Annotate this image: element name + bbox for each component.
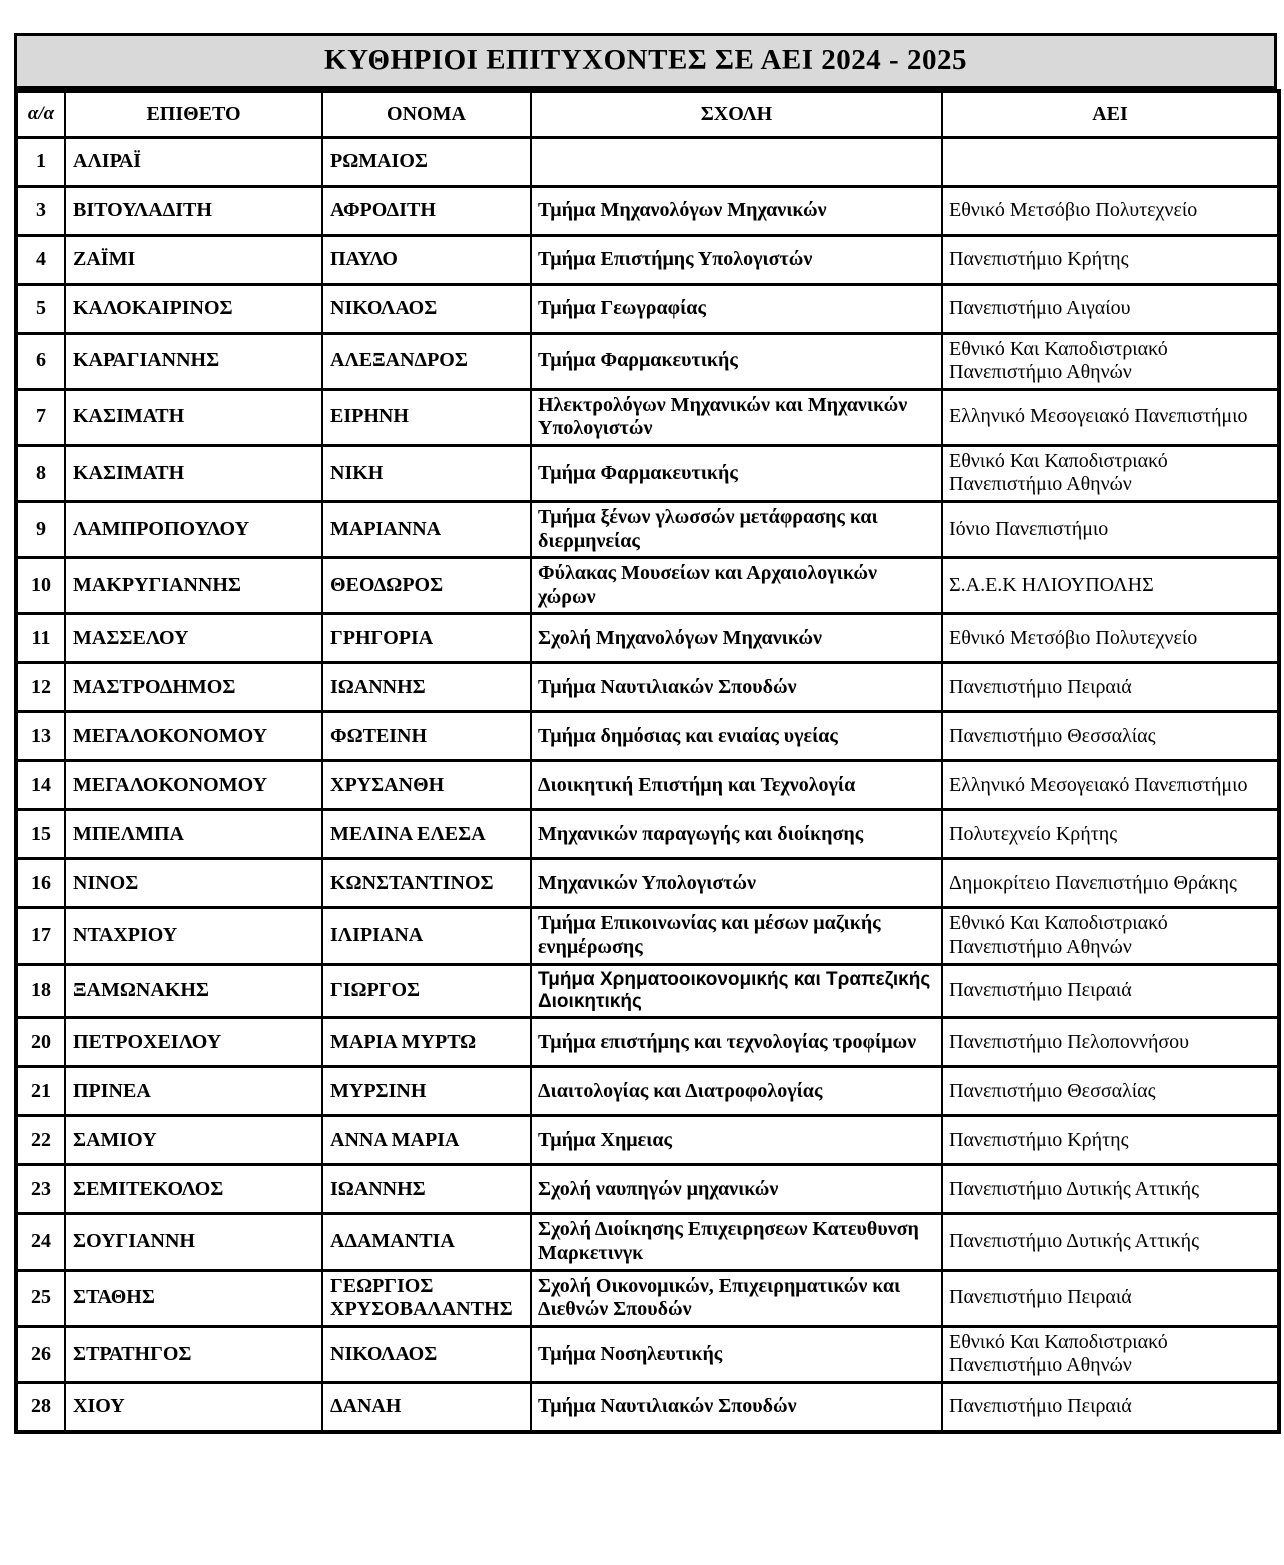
cell-num: 1 bbox=[16, 137, 65, 186]
cell-school: Τμήμα Μηχανολόγων Μηχανικών bbox=[531, 186, 942, 235]
cell-school: Διαιτολογίας και Διατροφολογίας bbox=[531, 1067, 942, 1116]
cell-surname: ΝΙΝΟΣ bbox=[65, 859, 322, 908]
cell-surname: ΜΕΓΑΛΟΚΟΝΟΜΟΥ bbox=[65, 761, 322, 810]
cell-surname: ΒΙΤΟΥΛΑΔΙΤΗ bbox=[65, 186, 322, 235]
cell-name: ΜΑΡΙΑ ΜΥΡΤΩ bbox=[322, 1018, 531, 1067]
cell-university: Εθνικό Μετσόβιο Πολυτεχνείο bbox=[942, 614, 1279, 663]
cell-surname: ΝΤΑΧΡΙΟΥ bbox=[65, 908, 322, 964]
cell-school: Τμήμα Γεωγραφίας bbox=[531, 284, 942, 333]
table-row bbox=[16, 1214, 1279, 1270]
cell-university: Ελληνικό Μεσογειακό Πανεπιστήμιο bbox=[942, 389, 1279, 445]
cell-school: Διοικητική Επιστήμη και Τεχνολογία bbox=[531, 761, 942, 810]
table-body bbox=[16, 137, 1279, 1432]
cell-num: 3 bbox=[16, 186, 65, 235]
cell-school: Μηχανικών Υπολογιστών bbox=[531, 859, 942, 908]
cell-name: ΜΥΡΣΙΝΗ bbox=[322, 1067, 531, 1116]
results-table bbox=[14, 89, 1281, 1434]
cell-num: 24 bbox=[16, 1214, 65, 1270]
cell-university bbox=[942, 137, 1279, 186]
table-row bbox=[16, 712, 1279, 761]
cell-school: Τμήμα Ναυτιλιακών Σπουδών bbox=[531, 663, 942, 712]
cell-num: 13 bbox=[16, 712, 65, 761]
cell-surname: ΞΑΜΩΝΑΚΗΣ bbox=[65, 964, 322, 1018]
cell-num: 10 bbox=[16, 558, 65, 614]
cell-school: Τμήμα επιστήμης και τεχνολογίας τροφίμων bbox=[531, 1018, 942, 1067]
cell-name: ΘΕΟΔΩΡΟΣ bbox=[322, 558, 531, 614]
table-row bbox=[16, 1326, 1279, 1382]
column-header-university: ΑΕΙ bbox=[942, 91, 1279, 137]
cell-num: 23 bbox=[16, 1165, 65, 1214]
table-row bbox=[16, 558, 1279, 614]
cell-name: ΧΡΥΣΑΝΘΗ bbox=[322, 761, 531, 810]
cell-university: Πανεπιστήμιο Θεσσαλίας bbox=[942, 1067, 1279, 1116]
cell-surname: ΜΑΣΣΕΛΟΥ bbox=[65, 614, 322, 663]
table-row bbox=[16, 1383, 1279, 1432]
cell-university: Πανεπιστήμιο Πειραιά bbox=[942, 964, 1279, 1018]
table-row bbox=[16, 761, 1279, 810]
cell-surname: ΣΟΥΓΙΑΝΝΗ bbox=[65, 1214, 322, 1270]
cell-school: Τμήμα Φαρμακευτικής bbox=[531, 333, 942, 389]
table-row bbox=[16, 663, 1279, 712]
cell-name: ΑΛΕΞΑΝΔΡΟΣ bbox=[322, 333, 531, 389]
cell-num: 18 bbox=[16, 964, 65, 1018]
cell-num: 25 bbox=[16, 1270, 65, 1326]
cell-num: 8 bbox=[16, 445, 65, 501]
cell-name: ΓΡΗΓΟΡΙΑ bbox=[322, 614, 531, 663]
cell-name: ΦΩΤΕΙΝΗ bbox=[322, 712, 531, 761]
table-row bbox=[16, 137, 1279, 186]
cell-university: Πολυτεχνείο Κρήτης bbox=[942, 810, 1279, 859]
cell-school: Φύλακας Μουσείων και Αρχαιολογικών χώρων bbox=[531, 558, 942, 614]
cell-num: 21 bbox=[16, 1067, 65, 1116]
cell-surname: ΛΑΜΠΡΟΠΟΥΛΟΥ bbox=[65, 502, 322, 558]
cell-name: ΓΙΩΡΓΟΣ bbox=[322, 964, 531, 1018]
cell-name: ΡΩΜΑΙΟΣ bbox=[322, 137, 531, 186]
cell-num: 26 bbox=[16, 1326, 65, 1382]
column-header-firstname: ΟΝΟΜΑ bbox=[322, 91, 531, 137]
cell-name: ΜΑΡΙΑΝΝΑ bbox=[322, 502, 531, 558]
cell-university: Πανεπιστήμιο Πειραιά bbox=[942, 1383, 1279, 1432]
cell-school: Τμήμα Ναυτιλιακών Σπουδών bbox=[531, 1383, 942, 1432]
cell-num: 15 bbox=[16, 810, 65, 859]
cell-university: Πανεπιστήμιο Κρήτης bbox=[942, 1116, 1279, 1165]
cell-num: 9 bbox=[16, 502, 65, 558]
cell-surname: ΑΛΙΡΑΪ bbox=[65, 137, 322, 186]
cell-university: Πανεπιστήμιο Θεσσαλίας bbox=[942, 712, 1279, 761]
cell-name: ΚΩΝΣΤΑΝΤΙΝΟΣ bbox=[322, 859, 531, 908]
cell-surname: ΖΑΪΜΙ bbox=[65, 235, 322, 284]
cell-surname: ΜΠΕΛΜΠΑ bbox=[65, 810, 322, 859]
cell-num: 12 bbox=[16, 663, 65, 712]
cell-university: Εθνικό Μετσόβιο Πολυτεχνείο bbox=[942, 186, 1279, 235]
table-row bbox=[16, 284, 1279, 333]
cell-surname: ΜΑΚΡΥΓΙΑΝΝΗΣ bbox=[65, 558, 322, 614]
cell-university: Εθνικό Και Καποδιστριακό Πανεπιστήμιο Αθηνών bbox=[942, 333, 1279, 389]
cell-university: Δημοκρίτειο Πανεπιστήμιο Θράκης bbox=[942, 859, 1279, 908]
cell-university: Πανεπιστήμιο Πειραιά bbox=[942, 1270, 1279, 1326]
cell-university: Πανεπιστήμιο Δυτικής Αττικής bbox=[942, 1214, 1279, 1270]
cell-name: ΑΝΝΑ ΜΑΡΙΑ bbox=[322, 1116, 531, 1165]
table-row bbox=[16, 1067, 1279, 1116]
table-row bbox=[16, 333, 1279, 389]
cell-name: ΓΕΩΡΓΙΟΣ ΧΡΥΣΟΒΑΛΑΝΤΗΣ bbox=[322, 1270, 531, 1326]
cell-surname: ΜΕΓΑΛΟΚΟΝΟΜΟΥ bbox=[65, 712, 322, 761]
cell-surname: ΚΑΣΙΜΑΤΗ bbox=[65, 389, 322, 445]
cell-surname: ΚΑΡΑΓΙΑΝΝΗΣ bbox=[65, 333, 322, 389]
cell-school: Τμήμα Χημειας bbox=[531, 1116, 942, 1165]
table-row bbox=[16, 1165, 1279, 1214]
cell-surname: ΜΑΣΤΡΟΔΗΜΟΣ bbox=[65, 663, 322, 712]
cell-num: 16 bbox=[16, 859, 65, 908]
cell-name: ΙΩΑΝΝΗΣ bbox=[322, 1165, 531, 1214]
cell-school: Σχολή Μηχανολόγων Μηχανικών bbox=[531, 614, 942, 663]
cell-name: ΔΑΝΑΗ bbox=[322, 1383, 531, 1432]
cell-school: Τμήμα ξένων γλωσσών μετάφρασης και διερμηνείας bbox=[531, 502, 942, 558]
table-row bbox=[16, 445, 1279, 501]
cell-school: Ηλεκτρολόγων Μηχανικών και Μηχανικών Υπολογιστών bbox=[531, 389, 942, 445]
cell-university: Πανεπιστήμιο Κρήτης bbox=[942, 235, 1279, 284]
table-row bbox=[16, 810, 1279, 859]
cell-num: 28 bbox=[16, 1383, 65, 1432]
cell-num: 6 bbox=[16, 333, 65, 389]
cell-school: Τμήμα Επικοινωνίας και μέσων μαζικής ενημέρωσης bbox=[531, 908, 942, 964]
cell-school: Τμήμα δημόσιας και ενιαίας υγείας bbox=[531, 712, 942, 761]
table-row bbox=[16, 1116, 1279, 1165]
table-row bbox=[16, 389, 1279, 445]
cell-num: 11 bbox=[16, 614, 65, 663]
cell-num: 22 bbox=[16, 1116, 65, 1165]
cell-university: Σ.Α.Ε.Κ ΗΛΙΟΥΠΟΛΗΣ bbox=[942, 558, 1279, 614]
cell-school: Τμήμα Επιστήμης Υπολογιστών bbox=[531, 235, 942, 284]
cell-university: Εθνικό Και Καποδιστριακό Πανεπιστήμιο Αθηνών bbox=[942, 908, 1279, 964]
cell-surname: ΣΕΜΙΤΕΚΟΛΟΣ bbox=[65, 1165, 322, 1214]
table-row bbox=[16, 186, 1279, 235]
cell-university: Ελληνικό Μεσογειακό Πανεπιστήμιο bbox=[942, 761, 1279, 810]
cell-school: Τμήμα Νοσηλευτικής bbox=[531, 1326, 942, 1382]
cell-name: ΑΔΑΜΑΝΤΙΑ bbox=[322, 1214, 531, 1270]
page-title: ΚΥΘΗΡΙΟΙ ΕΠΙΤΥΧΟΝΤΕΣ ΣΕ ΑΕΙ 2024 - 2025 bbox=[14, 33, 1277, 89]
column-header-school: ΣΧΟΛΗ bbox=[531, 91, 942, 137]
cell-name: ΝΙΚΟΛΑΟΣ bbox=[322, 1326, 531, 1382]
cell-name: ΙΛΙΡΙΑΝΑ bbox=[322, 908, 531, 964]
cell-school: Σχολή ναυπηγών μηχανικών bbox=[531, 1165, 942, 1214]
cell-name: ΜΕΛΙΝΑ ΕΛΕΣΑ bbox=[322, 810, 531, 859]
cell-school: Τμήμα Χρηματοοικονομικής και Τραπεζικής Διοικητικής bbox=[531, 964, 942, 1018]
cell-name: ΑΦΡΟΔΙΤΗ bbox=[322, 186, 531, 235]
cell-surname: ΠΡΙΝΕΑ bbox=[65, 1067, 322, 1116]
cell-university: Ιόνιο Πανεπιστήμιο bbox=[942, 502, 1279, 558]
cell-university: Εθνικό Και Καποδιστριακό Πανεπιστήμιο Αθηνών bbox=[942, 1326, 1279, 1382]
table-row bbox=[16, 502, 1279, 558]
table-row bbox=[16, 1270, 1279, 1326]
column-header-index: α/α bbox=[16, 91, 65, 137]
table-row bbox=[16, 235, 1279, 284]
cell-school: Τμήμα Φαρμακευτικής bbox=[531, 445, 942, 501]
cell-surname: ΣΤΡΑΤΗΓΟΣ bbox=[65, 1326, 322, 1382]
cell-surname: ΧΙΟΥ bbox=[65, 1383, 322, 1432]
table-row bbox=[16, 908, 1279, 964]
cell-surname: ΠΕΤΡΟΧΕΙΛΟΥ bbox=[65, 1018, 322, 1067]
cell-school bbox=[531, 137, 942, 186]
cell-surname: ΣΤΑΘΗΣ bbox=[65, 1270, 322, 1326]
cell-num: 17 bbox=[16, 908, 65, 964]
cell-university: Πανεπιστήμιο Πελοποννήσου bbox=[942, 1018, 1279, 1067]
cell-name: ΝΙΚΟΛΑΟΣ bbox=[322, 284, 531, 333]
cell-university: Πανεπιστήμιο Δυτικής Αττικής bbox=[942, 1165, 1279, 1214]
cell-surname: ΚΑΣΙΜΑΤΗ bbox=[65, 445, 322, 501]
table-row bbox=[16, 964, 1279, 1018]
table-header-row bbox=[16, 91, 1279, 137]
cell-school: Μηχανικών παραγωγής και διοίκησης bbox=[531, 810, 942, 859]
table-row bbox=[16, 859, 1279, 908]
cell-school: Σχολή Διοίκησης Επιχειρησεων Κατευθυνση Μαρκετινγκ bbox=[531, 1214, 942, 1270]
cell-university: Πανεπιστήμιο Αιγαίου bbox=[942, 284, 1279, 333]
cell-surname: ΚΑΛΟΚΑΙΡΙΝΟΣ bbox=[65, 284, 322, 333]
cell-school: Σχολή Οικονομικών, Επιχειρηματικών και Διεθνών Σπουδών bbox=[531, 1270, 942, 1326]
column-header-surname: ΕΠΙΘΕΤΟ bbox=[65, 91, 322, 137]
cell-num: 14 bbox=[16, 761, 65, 810]
cell-name: ΙΩΑΝΝΗΣ bbox=[322, 663, 531, 712]
cell-name: ΕΙΡΗΝΗ bbox=[322, 389, 531, 445]
table-row bbox=[16, 1018, 1279, 1067]
cell-num: 7 bbox=[16, 389, 65, 445]
cell-num: 20 bbox=[16, 1018, 65, 1067]
cell-surname: ΣΑΜΙΟΥ bbox=[65, 1116, 322, 1165]
cell-num: 5 bbox=[16, 284, 65, 333]
cell-num: 4 bbox=[16, 235, 65, 284]
cell-name: ΝΙΚΗ bbox=[322, 445, 531, 501]
table-row bbox=[16, 614, 1279, 663]
cell-university: Πανεπιστήμιο Πειραιά bbox=[942, 663, 1279, 712]
cell-university: Εθνικό Και Καποδιστριακό Πανεπιστήμιο Αθηνών bbox=[942, 445, 1279, 501]
cell-name: ΠΑΥΛΟ bbox=[322, 235, 531, 284]
